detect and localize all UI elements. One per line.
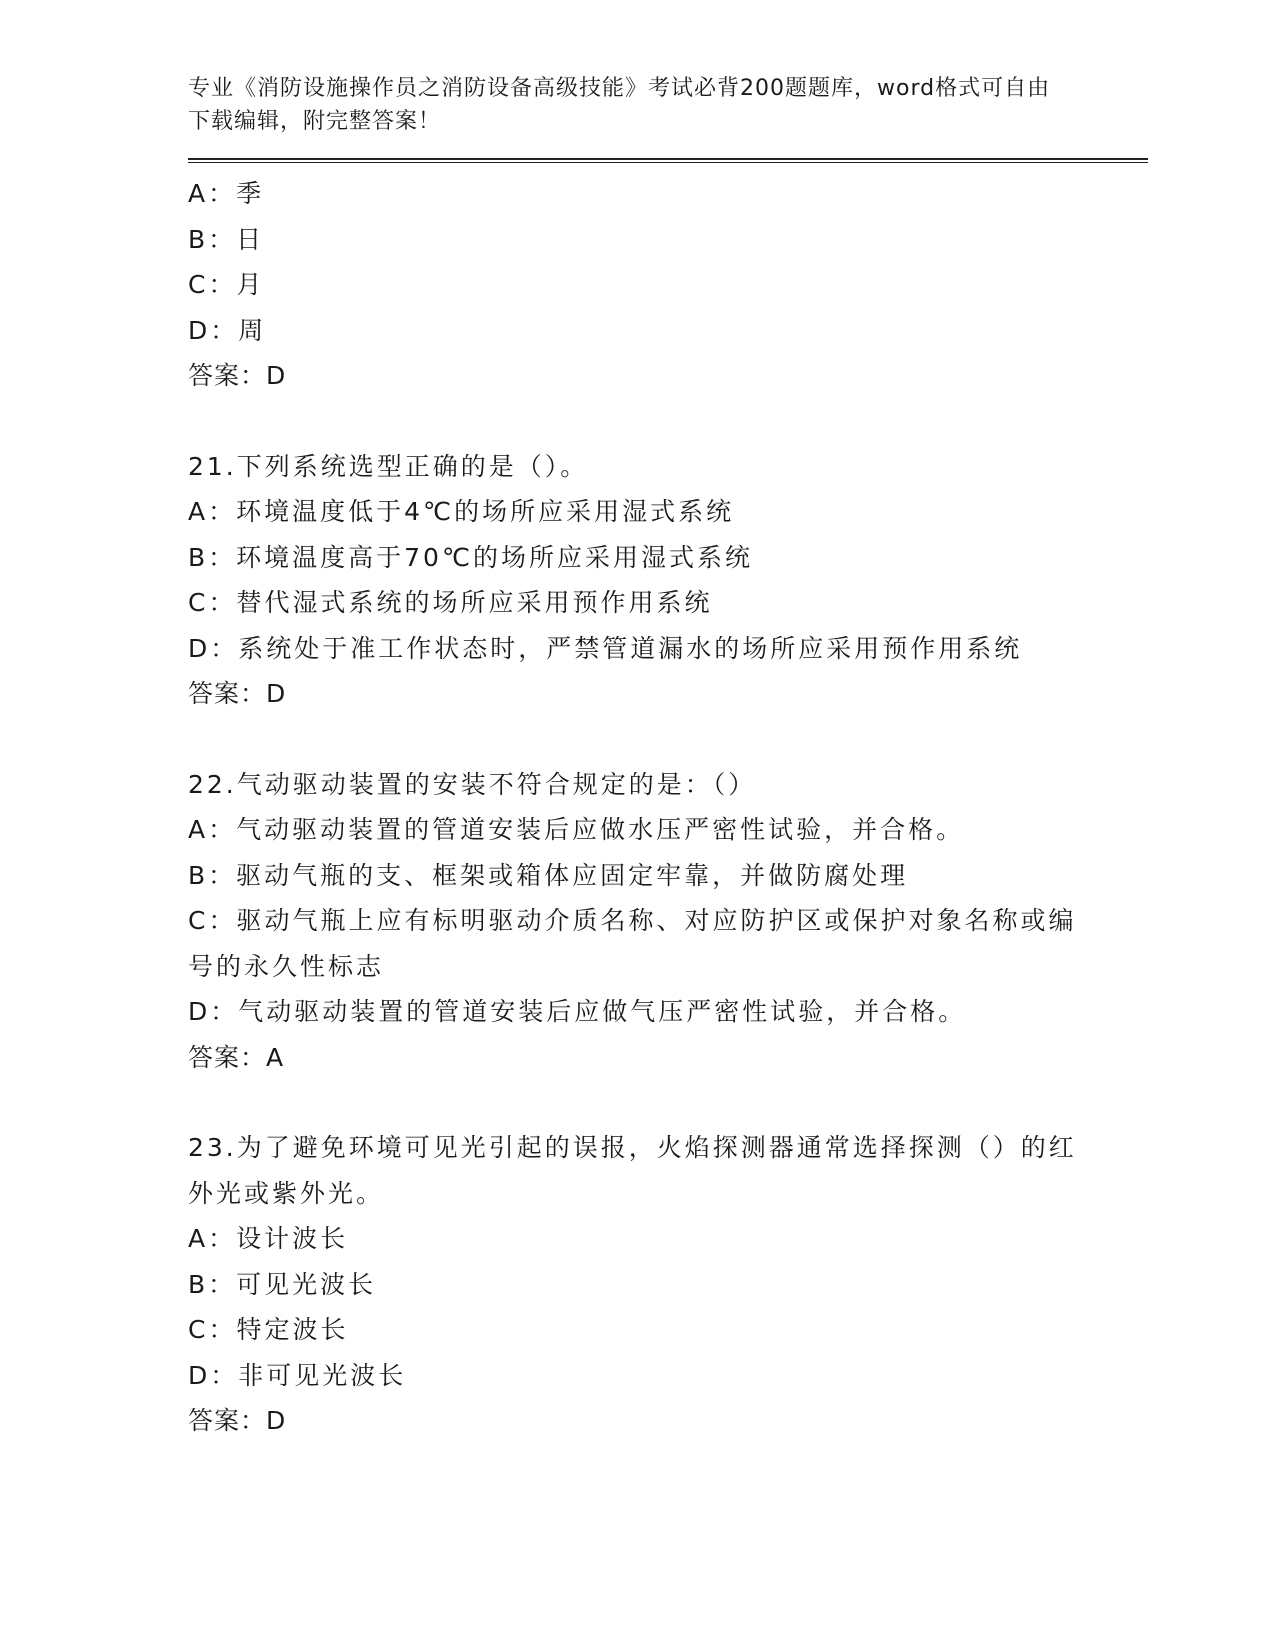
option-a: A：季 <box>188 179 265 208</box>
question-block-prev <box>188 171 1148 399</box>
option-c: C：月 <box>188 270 265 299</box>
option-b: B：可见光波长 <box>188 1269 377 1299</box>
option-a: A：环境温度低于4℃的场所应采用湿式系统 <box>188 497 735 526</box>
answer-line: 答案：D <box>188 1406 287 1435</box>
option-d: D：周 <box>188 315 267 345</box>
question-stem: 22.气动驱动装置的安装不符合规定的是：（） <box>188 769 757 799</box>
option-d: D：气动驱动装置的管道安装后应做气压严密性试验，并合格。 <box>188 997 967 1026</box>
answer-line: 答案：D <box>188 679 287 708</box>
option-b: B：日 <box>188 224 265 254</box>
option-b: B：环境温度高于70℃的场所应采用湿式系统 <box>188 542 754 572</box>
question-list <box>188 171 1148 1444</box>
answer-line: 答案：D <box>188 361 287 390</box>
option-a: A：气动驱动装置的管道安装后应做水压严密性试验，并合格。 <box>188 815 965 844</box>
document-page <box>188 72 1148 1444</box>
header-divider <box>188 158 1148 163</box>
option-c: C：特定波长 <box>188 1315 349 1344</box>
option-c: C：驱动气瓶上应有标明驱动介质名称、对应防护区或保护对象名称或编号的永久性标志 <box>188 906 1077 981</box>
question-block-22 <box>188 762 1148 1081</box>
question-stem: 23.为了避免环境可见光引起的误报，火焰探测器通常选择探测（）的红外光或紫外光。 <box>188 1133 1077 1208</box>
option-d: D：非可见光波长 <box>188 1360 407 1390</box>
answer-line: 答案：A <box>188 1042 285 1072</box>
option-b: B：驱动气瓶的支、框架或箱体应固定牢靠，并做防腐处理 <box>188 860 909 890</box>
question-block-21 <box>188 444 1148 717</box>
option-a: A：设计波长 <box>188 1224 349 1253</box>
document-header: 专业《消防设施操作员之消防设备高级技能》考试必背200题题库，word格式可自由下载编辑，附完整答案！ <box>188 76 1051 134</box>
question-block-23 <box>188 1125 1148 1444</box>
option-d: D：系统处于准工作状态时，严禁管道漏水的场所应采用预作用系统 <box>188 633 1023 663</box>
question-stem: 21.下列系统选型正确的是（）。 <box>188 451 589 481</box>
option-c: C：替代湿式系统的场所应采用预作用系统 <box>188 588 713 617</box>
